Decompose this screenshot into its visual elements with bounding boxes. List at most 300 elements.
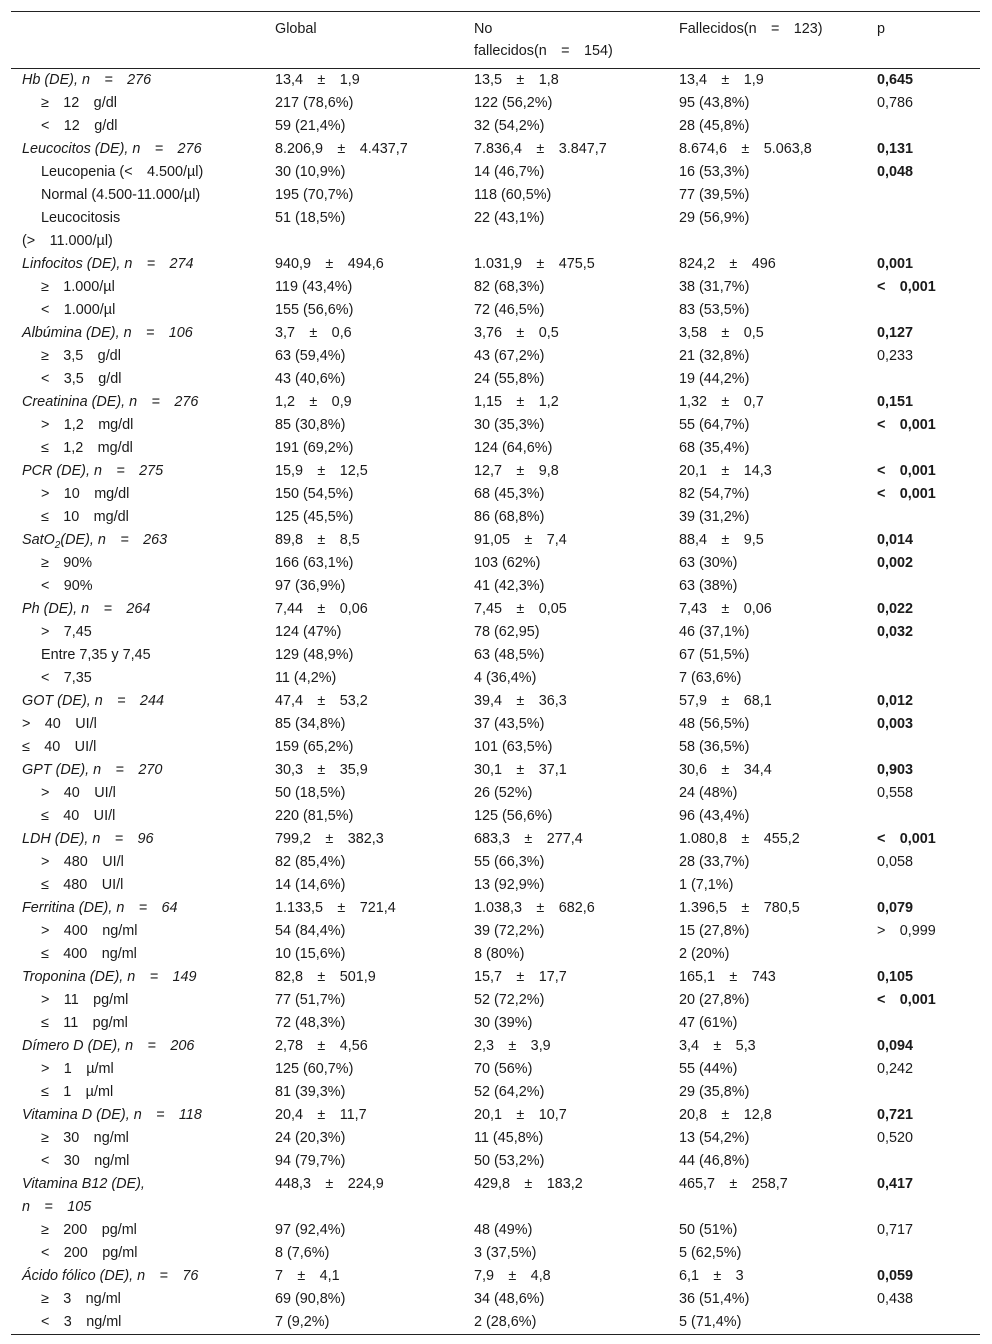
row-label: Hb (DE), n = 276 xyxy=(22,72,152,88)
value-global: 59 (21,4%) xyxy=(275,118,346,134)
value-no-fallecidos: 13 (92,9%) xyxy=(474,877,545,893)
value-fallecidos: 20 (27,8%) xyxy=(679,992,750,1008)
value-p: 0,242 xyxy=(877,1061,914,1077)
value-no-fallecidos: 34 (48,6%) xyxy=(474,1291,545,1307)
table-row xyxy=(11,1265,980,1288)
value-p xyxy=(877,115,980,138)
table-row xyxy=(11,1173,980,1219)
row-label: > 40 UI/l xyxy=(41,785,116,801)
value-no-fallecidos: 429,8 ± 183,2 xyxy=(474,1176,583,1192)
value-global: 69 (90,8%) xyxy=(275,1291,346,1307)
value-p: 0,717 xyxy=(877,1222,914,1238)
value-p: > 0,999 xyxy=(877,923,936,939)
header-no-fallecidos-line1: No xyxy=(474,21,493,37)
value-global: 97 (92,4%) xyxy=(275,1222,346,1238)
value-no-fallecidos: 91,05 ± 7,4 xyxy=(474,532,567,548)
value-fallecidos: 39 (31,2%) xyxy=(679,509,750,525)
row-label: Ph (DE), n = 264 xyxy=(22,601,151,617)
row-label: < 200 pg/ml xyxy=(41,1245,138,1261)
row-label: Creatinina (DE), n = 276 xyxy=(22,394,199,410)
value-no-fallecidos: 124 (64,6%) xyxy=(474,440,553,456)
row-label: ≤ 400 ng/ml xyxy=(41,946,137,962)
row-label: GPT (DE), n = 270 xyxy=(22,762,163,778)
value-p: 0,059 xyxy=(877,1268,914,1284)
value-p xyxy=(877,1311,980,1335)
value-fallecidos: 19 (44,2%) xyxy=(679,371,750,387)
table-row xyxy=(11,575,980,598)
row-label: ≥ 30 ng/ml xyxy=(41,1130,129,1146)
value-global: 89,8 ± 8,5 xyxy=(275,532,360,548)
value-global: 448,3 ± 224,9 xyxy=(275,1176,384,1192)
value-fallecidos: 46 (37,1%) xyxy=(679,624,750,640)
value-fallecidos: 15 (27,8%) xyxy=(679,923,750,939)
value-fallecidos: 28 (45,8%) xyxy=(679,118,750,134)
table-row xyxy=(11,414,980,437)
row-label: Linfocitos (DE), n = 274 xyxy=(22,256,194,272)
label-line2: n = 105 xyxy=(22,1199,92,1215)
table-row xyxy=(11,92,980,115)
table-row xyxy=(11,345,980,368)
value-p: < 0,001 xyxy=(877,486,936,502)
label-part: SatO xyxy=(22,532,55,548)
table-row xyxy=(11,621,980,644)
row-label: ≤ 1 µ/ml xyxy=(41,1084,114,1100)
table-row xyxy=(11,368,980,391)
table-row xyxy=(11,713,980,736)
table-row xyxy=(11,138,980,161)
value-global: 85 (34,8%) xyxy=(275,716,346,732)
row-label: GOT (DE), n = 244 xyxy=(22,693,164,709)
value-global: 15,9 ± 12,5 xyxy=(275,463,368,479)
value-no-fallecidos: 1.038,3 ± 682,6 xyxy=(474,900,595,916)
value-fallecidos: 95 (43,8%) xyxy=(679,95,750,111)
value-no-fallecidos: 63 (48,5%) xyxy=(474,647,545,663)
row-label xyxy=(11,207,275,253)
value-no-fallecidos: 52 (64,2%) xyxy=(474,1084,545,1100)
row-label: > 400 ng/ml xyxy=(41,923,138,939)
table-row xyxy=(11,598,980,621)
header-no-fallecidos-line2: fallecidos(n = 154) xyxy=(474,43,613,59)
value-fallecidos: 47 (61%) xyxy=(679,1015,738,1031)
value-no-fallecidos: 22 (43,1%) xyxy=(474,210,545,226)
value-global: 1,2 ± 0,9 xyxy=(275,394,352,410)
value-no-fallecidos: 122 (56,2%) xyxy=(474,95,553,111)
row-label: < 3 ng/ml xyxy=(41,1314,122,1330)
value-fallecidos: 824,2 ± 496 xyxy=(679,256,776,272)
row-label: Ácido fólico (DE), n = 76 xyxy=(22,1268,199,1284)
row-label: ≥ 1.000/µl xyxy=(41,279,115,295)
value-p xyxy=(877,1242,980,1265)
value-fallecidos: 465,7 ± 258,7 xyxy=(679,1176,788,1192)
value-global: 11 (4,2%) xyxy=(275,670,337,686)
header-global: Global xyxy=(275,21,317,37)
value-p xyxy=(877,437,980,460)
value-fallecidos: 16 (53,3%) xyxy=(679,164,750,180)
table-row xyxy=(11,437,980,460)
label-line2: (> 11.000/µl) xyxy=(22,233,113,249)
header-no-fallecidos xyxy=(474,12,679,69)
value-global: 13,4 ± 1,9 xyxy=(275,72,360,88)
value-no-fallecidos: 2,3 ± 3,9 xyxy=(474,1038,551,1054)
value-no-fallecidos: 3,76 ± 0,5 xyxy=(474,325,559,341)
value-p: 0,048 xyxy=(877,164,914,180)
value-global: 150 (54,5%) xyxy=(275,486,354,502)
row-label: Albúmina (DE), n = 106 xyxy=(22,325,193,341)
value-global: 63 (59,4%) xyxy=(275,348,346,364)
row-label: > 480 UI/l xyxy=(41,854,124,870)
value-global: 129 (48,9%) xyxy=(275,647,354,663)
row-label: ≤ 40 UI/l xyxy=(41,808,116,824)
table-row xyxy=(11,299,980,322)
table-row xyxy=(11,690,980,713)
value-fallecidos: 88,4 ± 9,5 xyxy=(679,532,764,548)
value-fallecidos: 7,43 ± 0,06 xyxy=(679,601,772,617)
header-p: p xyxy=(877,21,886,37)
value-fallecidos: 1,32 ± 0,7 xyxy=(679,394,764,410)
value-no-fallecidos: 30 (39%) xyxy=(474,1015,533,1031)
value-p xyxy=(877,1150,980,1173)
value-no-fallecidos: 86 (68,8%) xyxy=(474,509,545,525)
row-label: ≥ 3 ng/ml xyxy=(41,1291,121,1307)
row-label: ≥ 3,5 g/dl xyxy=(41,348,121,364)
value-no-fallecidos: 52 (72,2%) xyxy=(474,992,545,1008)
value-p: 0,520 xyxy=(877,1130,914,1146)
value-global: 30,3 ± 35,9 xyxy=(275,762,368,778)
value-global: 195 (70,7%) xyxy=(275,187,354,203)
value-p: 0,151 xyxy=(877,394,914,410)
table-row xyxy=(11,69,980,93)
table-row xyxy=(11,920,980,943)
value-fallecidos: 68 (35,4%) xyxy=(679,440,750,456)
value-p: 0,094 xyxy=(877,1038,914,1054)
value-p: 0,014 xyxy=(877,532,914,548)
value-global: 3,7 ± 0,6 xyxy=(275,325,352,341)
value-fallecidos: 77 (39,5%) xyxy=(679,187,750,203)
value-global: 97 (36,9%) xyxy=(275,578,346,594)
label-line1: Vitamina B12 (DE), xyxy=(22,1176,145,1192)
value-global: 7 (9,2%) xyxy=(275,1314,330,1330)
row-label: ≤ 1,2 mg/dl xyxy=(41,440,133,456)
table-row xyxy=(11,644,980,667)
value-no-fallecidos: 101 (63,5%) xyxy=(474,739,553,755)
table-row xyxy=(11,1242,980,1265)
value-global: 51 (18,5%) xyxy=(275,210,346,226)
row-label: ≤ 10 mg/dl xyxy=(41,509,129,525)
value-fallecidos: 50 (51%) xyxy=(679,1222,738,1238)
value-no-fallecidos: 26 (52%) xyxy=(474,785,533,801)
value-no-fallecidos: 50 (53,2%) xyxy=(474,1153,545,1169)
value-global: 125 (60,7%) xyxy=(275,1061,354,1077)
results-table xyxy=(11,11,980,1335)
value-fallecidos: 44 (46,8%) xyxy=(679,1153,750,1169)
value-global: 155 (56,6%) xyxy=(275,302,354,318)
value-no-fallecidos: 30,1 ± 37,1 xyxy=(474,762,567,778)
row-label: Troponina (DE), n = 149 xyxy=(22,969,197,985)
value-global: 81 (39,3%) xyxy=(275,1084,346,1100)
table-row xyxy=(11,1104,980,1127)
row-label: PCR (DE), n = 275 xyxy=(22,463,164,479)
table-row xyxy=(11,1127,980,1150)
value-global: 217 (78,6%) xyxy=(275,95,354,111)
table-row xyxy=(11,1288,980,1311)
value-global: 125 (45,5%) xyxy=(275,509,354,525)
value-fallecidos: 29 (35,8%) xyxy=(679,1084,750,1100)
table-row xyxy=(11,805,980,828)
value-global: 1.133,5 ± 721,4 xyxy=(275,900,396,916)
value-no-fallecidos: 41 (42,3%) xyxy=(474,578,545,594)
value-no-fallecidos: 683,3 ± 277,4 xyxy=(474,831,583,847)
table-row xyxy=(11,552,980,575)
table-row xyxy=(11,322,980,345)
table-row xyxy=(11,161,980,184)
value-fallecidos: 96 (43,4%) xyxy=(679,808,750,824)
table-row xyxy=(11,207,980,253)
value-p: 0,721 xyxy=(877,1107,914,1123)
value-no-fallecidos: 13,5 ± 1,8 xyxy=(474,72,559,88)
value-fallecidos: 63 (30%) xyxy=(679,555,738,571)
row-label: Leucopenia (< 4.500/µl) xyxy=(41,164,204,180)
value-no-fallecidos: 4 (36,4%) xyxy=(474,670,537,686)
value-no-fallecidos: 37 (43,5%) xyxy=(474,716,545,732)
header-fallecidos: Fallecidos(n = 123) xyxy=(679,21,823,37)
row-label: LDH (DE), n = 96 xyxy=(22,831,154,847)
table-row xyxy=(11,391,980,414)
value-fallecidos: 5 (71,4%) xyxy=(679,1314,742,1330)
value-global: 124 (47%) xyxy=(275,624,342,640)
table-row xyxy=(11,1219,980,1242)
value-no-fallecidos: 72 (46,5%) xyxy=(474,302,545,318)
value-fallecidos: 1 (7,1%) xyxy=(679,877,734,893)
value-p: 0,002 xyxy=(877,555,914,571)
value-fallecidos: 48 (56,5%) xyxy=(679,716,750,732)
value-no-fallecidos: 8 (80%) xyxy=(474,946,525,962)
value-fallecidos: 5 (62,5%) xyxy=(679,1245,742,1261)
row-label: Vitamina D (DE), n = 118 xyxy=(22,1107,202,1123)
value-no-fallecidos: 118 (60,5%) xyxy=(474,187,552,203)
row-label: > 40 UI/l xyxy=(22,716,97,732)
header-label xyxy=(11,12,275,69)
value-global: 159 (65,2%) xyxy=(275,739,354,755)
value-fallecidos: 13 (54,2%) xyxy=(679,1130,750,1146)
value-p: < 0,001 xyxy=(877,831,936,847)
value-p xyxy=(877,736,980,759)
value-global: 85 (30,8%) xyxy=(275,417,346,433)
value-p xyxy=(877,506,980,529)
value-p: < 0,001 xyxy=(877,992,936,1008)
row-label: > 1,2 mg/dl xyxy=(41,417,134,433)
value-fallecidos: 24 (48%) xyxy=(679,785,738,801)
value-p: 0,417 xyxy=(877,1176,914,1192)
value-global: 30 (10,9%) xyxy=(275,164,346,180)
table-row xyxy=(11,1058,980,1081)
value-fallecidos: 3,4 ± 5,3 xyxy=(679,1038,756,1054)
table-row xyxy=(11,874,980,897)
value-p: 0,233 xyxy=(877,348,914,364)
value-no-fallecidos: 3 (37,5%) xyxy=(474,1245,537,1261)
value-no-fallecidos: 7,45 ± 0,05 xyxy=(474,601,567,617)
label-line1: Leucocitosis xyxy=(41,210,121,226)
table-row xyxy=(11,184,980,207)
value-no-fallecidos: 12,7 ± 9,8 xyxy=(474,463,559,479)
value-global: 166 (63,1%) xyxy=(275,555,354,571)
value-p: 0,131 xyxy=(877,141,914,157)
value-no-fallecidos: 125 (56,6%) xyxy=(474,808,553,824)
value-p: 0,127 xyxy=(877,325,914,341)
row-label: ≤ 480 UI/l xyxy=(41,877,124,893)
value-fallecidos: 82 (54,7%) xyxy=(679,486,750,502)
row-label: Ferritina (DE), n = 64 xyxy=(22,900,178,916)
row-label: ≥ 12 g/dl xyxy=(41,95,117,111)
value-global: 220 (81,5%) xyxy=(275,808,354,824)
value-fallecidos: 20,8 ± 12,8 xyxy=(679,1107,772,1123)
value-no-fallecidos: 70 (56%) xyxy=(474,1061,533,1077)
table-row xyxy=(11,851,980,874)
row-label: > 11 pg/ml xyxy=(41,992,129,1008)
value-p: 0,438 xyxy=(877,1291,914,1307)
row-label: > 7,45 xyxy=(41,624,92,640)
value-global: 7,44 ± 0,06 xyxy=(275,601,368,617)
value-fallecidos: 58 (36,5%) xyxy=(679,739,750,755)
table-row xyxy=(11,1035,980,1058)
value-p xyxy=(877,943,980,966)
value-p xyxy=(877,299,980,322)
value-global: 82,8 ± 501,9 xyxy=(275,969,376,985)
table-row xyxy=(11,782,980,805)
row-label: < 1.000/µl xyxy=(41,302,116,318)
value-global: 43 (40,6%) xyxy=(275,371,346,387)
value-fallecidos: 1.080,8 ± 455,2 xyxy=(679,831,800,847)
value-no-fallecidos: 39,4 ± 36,3 xyxy=(474,693,567,709)
value-global: 119 (43,4%) xyxy=(275,279,353,295)
label-part: (DE), n = 263 xyxy=(60,532,168,548)
row-label: Normal (4.500-11.000/µl) xyxy=(41,187,201,203)
value-global: 2,78 ± 4,56 xyxy=(275,1038,368,1054)
value-no-fallecidos: 39 (72,2%) xyxy=(474,923,545,939)
table-row xyxy=(11,989,980,1012)
row-label: < 30 ng/ml xyxy=(41,1153,130,1169)
table-row xyxy=(11,1081,980,1104)
value-fallecidos: 30,6 ± 34,4 xyxy=(679,762,772,778)
value-fallecidos: 2 (20%) xyxy=(679,946,730,962)
row-label: < 3,5 g/dl xyxy=(41,371,122,387)
row-label: ≤ 11 pg/ml xyxy=(41,1015,128,1031)
value-global: 799,2 ± 382,3 xyxy=(275,831,384,847)
value-fallecidos: 6,1 ± 3 xyxy=(679,1268,744,1284)
value-no-fallecidos: 24 (55,8%) xyxy=(474,371,545,387)
value-global: 191 (69,2%) xyxy=(275,440,354,456)
value-p xyxy=(877,667,980,690)
value-global: 47,4 ± 53,2 xyxy=(275,693,368,709)
value-fallecidos: 28 (33,7%) xyxy=(679,854,750,870)
value-p: 0,903 xyxy=(877,762,914,778)
value-no-fallecidos: 43 (67,2%) xyxy=(474,348,545,364)
row-label: > 10 mg/dl xyxy=(41,486,130,502)
table-row xyxy=(11,506,980,529)
value-fallecidos: 165,1 ± 743 xyxy=(679,969,776,985)
value-p: 0,079 xyxy=(877,900,914,916)
value-global: 50 (18,5%) xyxy=(275,785,346,801)
value-global: 77 (51,7%) xyxy=(275,992,346,1008)
value-fallecidos: 63 (38%) xyxy=(679,578,738,594)
value-p: < 0,001 xyxy=(877,279,936,295)
row-label xyxy=(11,529,275,552)
value-fallecidos: 3,58 ± 0,5 xyxy=(679,325,764,341)
value-fallecidos: 67 (51,5%) xyxy=(679,647,750,663)
value-no-fallecidos: 14 (46,7%) xyxy=(474,164,545,180)
value-no-fallecidos: 103 (62%) xyxy=(474,555,541,571)
row-label: > 1 µ/ml xyxy=(41,1061,114,1077)
value-no-fallecidos: 20,1 ± 10,7 xyxy=(474,1107,567,1123)
table-header-row xyxy=(11,12,980,69)
value-global: 8 (7,6%) xyxy=(275,1245,330,1261)
row-label: Leucocitos (DE), n = 276 xyxy=(22,141,202,157)
row-label: < 90% xyxy=(41,578,93,594)
table-row xyxy=(11,115,980,138)
value-no-fallecidos: 82 (68,3%) xyxy=(474,279,545,295)
table-row xyxy=(11,943,980,966)
table-row xyxy=(11,736,980,759)
value-p: < 0,001 xyxy=(877,417,936,433)
row-label: Dímero D (DE), n = 206 xyxy=(22,1038,195,1054)
value-p xyxy=(877,1012,980,1035)
table-row xyxy=(11,1012,980,1035)
value-p xyxy=(877,184,980,207)
value-p xyxy=(877,207,980,253)
value-no-fallecidos: 1.031,9 ± 475,5 xyxy=(474,256,595,272)
value-global: 82 (85,4%) xyxy=(275,854,346,870)
table-row xyxy=(11,897,980,920)
value-p: 0,012 xyxy=(877,693,914,709)
value-global: 8.206,9 ± 4.437,7 xyxy=(275,141,408,157)
value-fallecidos: 1.396,5 ± 780,5 xyxy=(679,900,800,916)
value-p xyxy=(877,805,980,828)
table-row xyxy=(11,529,980,552)
value-no-fallecidos: 55 (66,3%) xyxy=(474,854,545,870)
table-row xyxy=(11,1311,980,1335)
row-label: < 7,35 xyxy=(41,670,92,686)
row-label: Entre 7,35 y 7,45 xyxy=(41,647,151,663)
value-fallecidos: 13,4 ± 1,9 xyxy=(679,72,764,88)
value-global: 7 ± 4,1 xyxy=(275,1268,340,1284)
value-fallecidos: 83 (53,5%) xyxy=(679,302,750,318)
row-label xyxy=(11,1173,275,1219)
value-fallecidos: 8.674,6 ± 5.063,8 xyxy=(679,141,812,157)
value-global: 20,4 ± 11,7 xyxy=(275,1107,367,1123)
value-p: 0,105 xyxy=(877,969,914,985)
table-row xyxy=(11,276,980,299)
row-label: ≥ 200 pg/ml xyxy=(41,1222,137,1238)
value-fallecidos: 21 (32,8%) xyxy=(679,348,750,364)
value-global: 10 (15,6%) xyxy=(275,946,346,962)
value-p: < 0,001 xyxy=(877,463,936,479)
value-global: 54 (84,4%) xyxy=(275,923,346,939)
value-p xyxy=(877,368,980,391)
value-p: 0,001 xyxy=(877,256,914,272)
value-global: 24 (20,3%) xyxy=(275,1130,346,1146)
value-p: 0,558 xyxy=(877,785,914,801)
value-p xyxy=(877,874,980,897)
value-global: 72 (48,3%) xyxy=(275,1015,346,1031)
value-p: 0,032 xyxy=(877,624,914,640)
value-fallecidos: 55 (44%) xyxy=(679,1061,738,1077)
value-p xyxy=(877,644,980,667)
value-global: 94 (79,7%) xyxy=(275,1153,346,1169)
value-p: 0,786 xyxy=(877,95,914,111)
value-fallecidos: 57,9 ± 68,1 xyxy=(679,693,772,709)
value-no-fallecidos: 1,15 ± 1,2 xyxy=(474,394,559,410)
table-body xyxy=(11,69,980,1335)
value-fallecidos: 55 (64,7%) xyxy=(679,417,750,433)
